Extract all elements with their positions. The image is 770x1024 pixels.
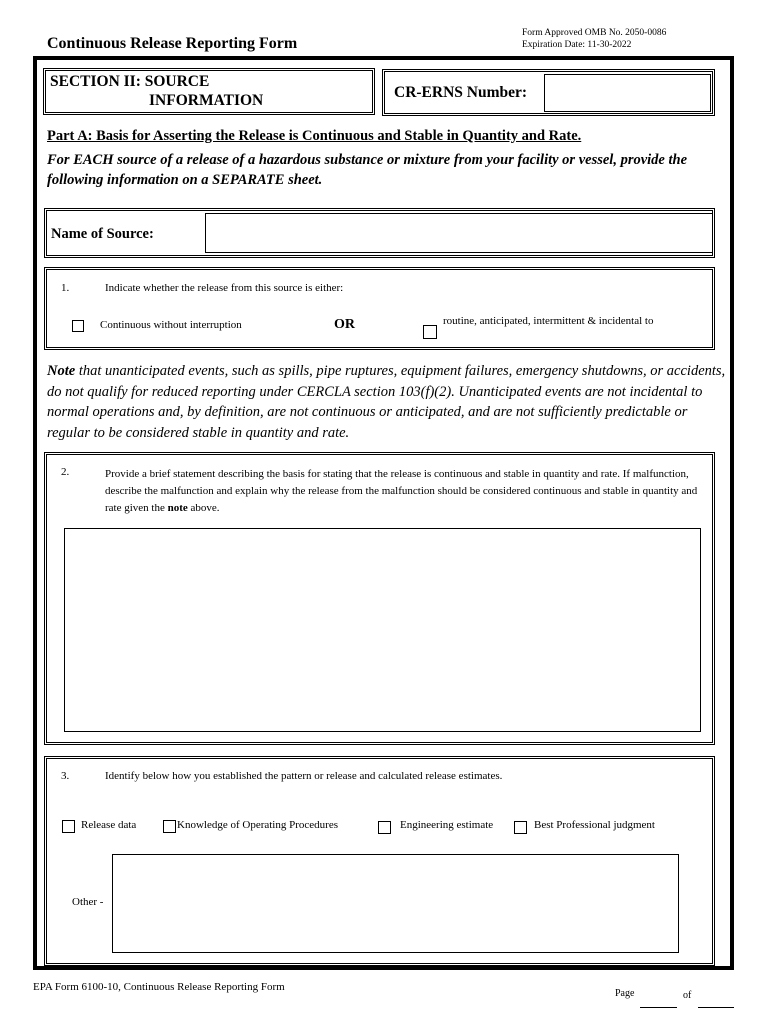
note-paragraph — [47, 361, 727, 443]
q2-text — [105, 466, 705, 517]
q2-text-note: note — [167, 502, 188, 514]
q2-text-end: above. — [187, 502, 220, 514]
part-a-heading: Part A: Basis for Asserting the Release is Continuous and Stable in Quantity and Rate. — [47, 128, 582, 144]
page-number-field[interactable] — [640, 1007, 677, 1008]
crerns-label: CR-ERNS Number: — [394, 84, 528, 101]
other-label: Other - — [72, 896, 104, 908]
q1-number: 1. — [61, 282, 70, 294]
engineering-estimate-checkbox[interactable] — [378, 821, 391, 834]
other-method-field[interactable] — [112, 854, 679, 953]
page-label: Page — [615, 988, 635, 999]
release-data-checkbox[interactable] — [62, 820, 75, 833]
q1-text: Indicate whether the release from this source is either: — [105, 282, 344, 294]
q3-text: Identify below how you established the pattern or release and calculated release estimates. — [105, 770, 503, 782]
crerns-box — [382, 69, 715, 116]
omb-number: Form Approved OMB No. 2050-0086 — [522, 28, 667, 38]
expiration-date: Expiration Date: 11-30-2022 — [522, 40, 632, 50]
section-heading — [50, 72, 263, 110]
q3-number: 3. — [61, 770, 70, 782]
note-text: that unanticipated events, such as spills, pipe ruptures, equipment failures, emergency shutdowns, or accidents, do not qualify for reduced reporting under CERCLA section 103(f)(2). Unanticipated events are not incidental to normal operations and, by definition, are not continuous or anticipated, and are not sufficiently predictable or regular to be considered stable in quantity and rate. — [47, 363, 726, 441]
note-lead: Note — [47, 363, 76, 379]
question-3-box — [44, 756, 715, 966]
footer-form-label: EPA Form 6100-10, Continuous Release Reporting Form — [33, 981, 285, 993]
engineering-estimate-label: Engineering estimate — [400, 819, 494, 831]
crerns-number-field[interactable] — [544, 74, 711, 112]
form-title: Continuous Release Reporting Form — [47, 35, 298, 52]
omb-info — [522, 27, 666, 51]
continuous-option-label: Continuous without interruption — [100, 319, 242, 331]
part-a-instruction: For EACH source of a release of a hazardous substance or mixture from your facility or vessel, provide the following information on a SEPARATE sheet. — [47, 152, 688, 188]
release-data-label: Release data — [81, 819, 137, 831]
question-1-box — [44, 267, 715, 350]
routine-option-label: routine, anticipated, intermittent & incidental to — [443, 315, 654, 327]
operating-procedures-checkbox[interactable] — [163, 820, 176, 833]
routine-checkbox[interactable] — [423, 325, 437, 339]
q2-number: 2. — [61, 466, 70, 478]
or-label: OR — [334, 317, 355, 332]
professional-judgment-checkbox[interactable] — [514, 821, 527, 834]
q2-text-main: Provide a brief statement describing the basis for stating that the release is continuous and stable in quantity and rate. If malfunction, describe the malfunction and explain why the release from the malfunction should be considered continuous and stable in quantity and rate given the — [105, 468, 698, 514]
page-total-field[interactable] — [698, 1007, 734, 1008]
section-heading-box — [43, 68, 375, 115]
section-heading-line2: INFORMATION — [149, 92, 264, 109]
source-name-label: Name of Source: — [51, 226, 154, 242]
source-name-box — [44, 208, 715, 258]
question-2-box — [44, 452, 715, 745]
of-label: of — [683, 990, 692, 1001]
source-name-field[interactable] — [205, 213, 713, 253]
section-heading-line1: SECTION II: SOURCE — [50, 73, 210, 90]
continuous-checkbox[interactable] — [72, 320, 84, 332]
basis-statement-field[interactable] — [64, 528, 701, 732]
professional-judgment-label: Best Professional judgment — [534, 819, 655, 831]
operating-procedures-label: Knowledge of Operating Procedures — [177, 819, 338, 831]
